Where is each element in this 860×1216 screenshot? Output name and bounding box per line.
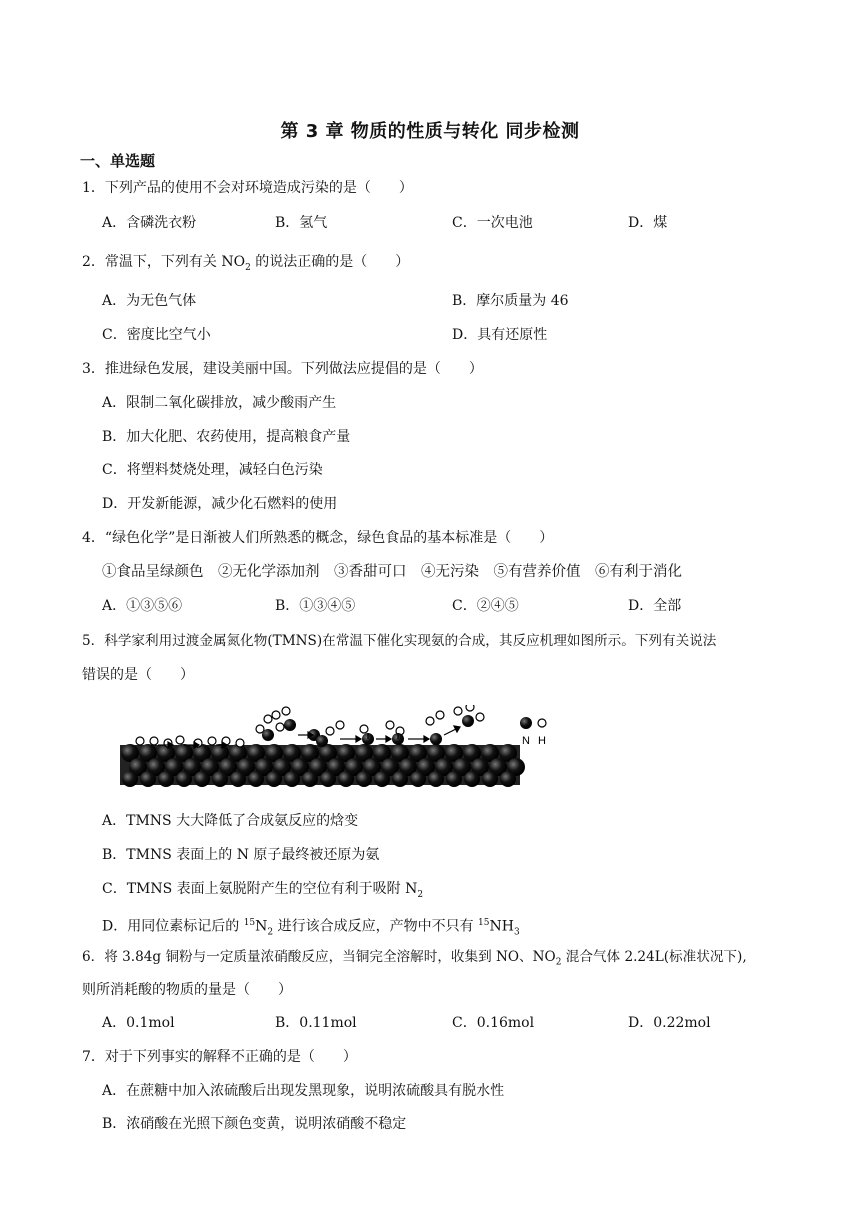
option-d[interactable]: D．煤	[628, 215, 668, 231]
option-b[interactable]: B．浓硝酸在光照下颜色变黄，说明浓硝酸不稳定	[102, 1116, 407, 1132]
legend-label-h: H	[538, 735, 546, 747]
option-c[interactable]: C．将塑料焚烧处理，减轻白色污染	[102, 462, 323, 478]
question-4-items: ①食品呈绿颜色 ②无化学添加剂 ③香甜可口 ④无污染 ⑤有营养价值 ⑥有利于消化	[102, 564, 682, 580]
option-b[interactable]: B．氢气	[275, 215, 328, 231]
question-3-stem: 3．推进绿色发展，建设美丽中国。下列做法应提倡的是（ ）	[82, 361, 483, 377]
option-b[interactable]: B．摩尔质量为 46	[452, 293, 569, 309]
catalyst-surface	[120, 744, 525, 787]
option-b[interactable]: B．加大化肥、农药使用，提高粮食产量	[102, 429, 351, 445]
option-a[interactable]: A．①③⑤⑥	[102, 598, 183, 614]
option-a[interactable]: A．0.1mol	[102, 1015, 175, 1031]
option-d[interactable]: D．全部	[628, 598, 682, 614]
question-2-stem: 2．常温下，下列有关 $NO_2$ 的说法正确的是（ ）	[82, 254, 410, 273]
option-a[interactable]: A．含磷洗衣粉	[102, 215, 197, 231]
section-heading: 一、单选题	[80, 152, 156, 170]
option-d[interactable]: D．具有还原性	[452, 327, 548, 343]
hydrogen-legend-atom	[538, 719, 546, 727]
option-b[interactable]: B．①③④⑤	[275, 598, 356, 614]
option-c[interactable]: C．TMNS 表面上氨脱附产生的空位有利于吸附 $N_2$	[102, 881, 424, 900]
option-a[interactable]: A．TMNS 大大降低了合成氨反应的焓变	[102, 813, 359, 829]
question-6-stem-line2: 则所消耗酸的物质的量是（ ）	[82, 982, 292, 998]
question-6-stem-line1: 6．将 3.84g 铜粉与一定质量浓硝酸反应，当铜完全溶解时，收集到 NO、$NO_2$ 混合气体 2.24L(标准状况下),	[82, 949, 747, 968]
question-1-stem: 1．下列产品的使用不会对环境造成污染的是（ ）	[82, 180, 413, 196]
reaction-mechanism-figure	[118, 705, 558, 795]
option-b[interactable]: B．TMNS 表面上的 N 原子最终被还原为氨	[102, 847, 380, 863]
question-5-stem-line2: 错误的是（ ）	[82, 667, 194, 683]
option-d[interactable]: D．0.22mol	[628, 1015, 711, 1031]
option-a[interactable]: A．为无色气体	[102, 293, 197, 309]
option-c[interactable]: C．密度比空气小	[102, 327, 211, 343]
legend-label-n: N	[522, 735, 530, 747]
option-c[interactable]: C．一次电池	[452, 215, 533, 231]
option-c[interactable]: C．0.16mol	[452, 1015, 535, 1031]
option-a[interactable]: A．在蔗糖中加入浓硫酸后出现发黑现象，说明浓硫酸具有脱水性	[102, 1083, 505, 1099]
option-d[interactable]: D．用同位素标记后的 $^{15}N_2$ 进行该合成反应，产物中不只有 $^{15}NH_3$	[102, 918, 520, 938]
page-title: 第 3 章 物质的性质与转化 同步检测	[280, 121, 580, 142]
option-d[interactable]: D．开发新能源，减少化石燃料的使用	[102, 496, 338, 512]
option-a[interactable]: A．限制二氧化碳排放，减少酸雨产生	[102, 395, 337, 411]
question-5-stem-line1: 5．科学家利用过渡金属氮化物(TMNS)在常温下催化实现氨的合成，其反应机理如图所示。下列有关说法	[82, 633, 717, 649]
question-4-stem: 4．“绿色化学”是日渐被人们所熟悉的概念，绿色食品的基本标准是（ ）	[82, 530, 554, 546]
option-b[interactable]: B．0.11mol	[275, 1015, 357, 1031]
option-c[interactable]: C．②④⑤	[452, 598, 519, 614]
question-7-stem: 7．对于下列事实的解释不正确的是（ ）	[82, 1049, 357, 1065]
